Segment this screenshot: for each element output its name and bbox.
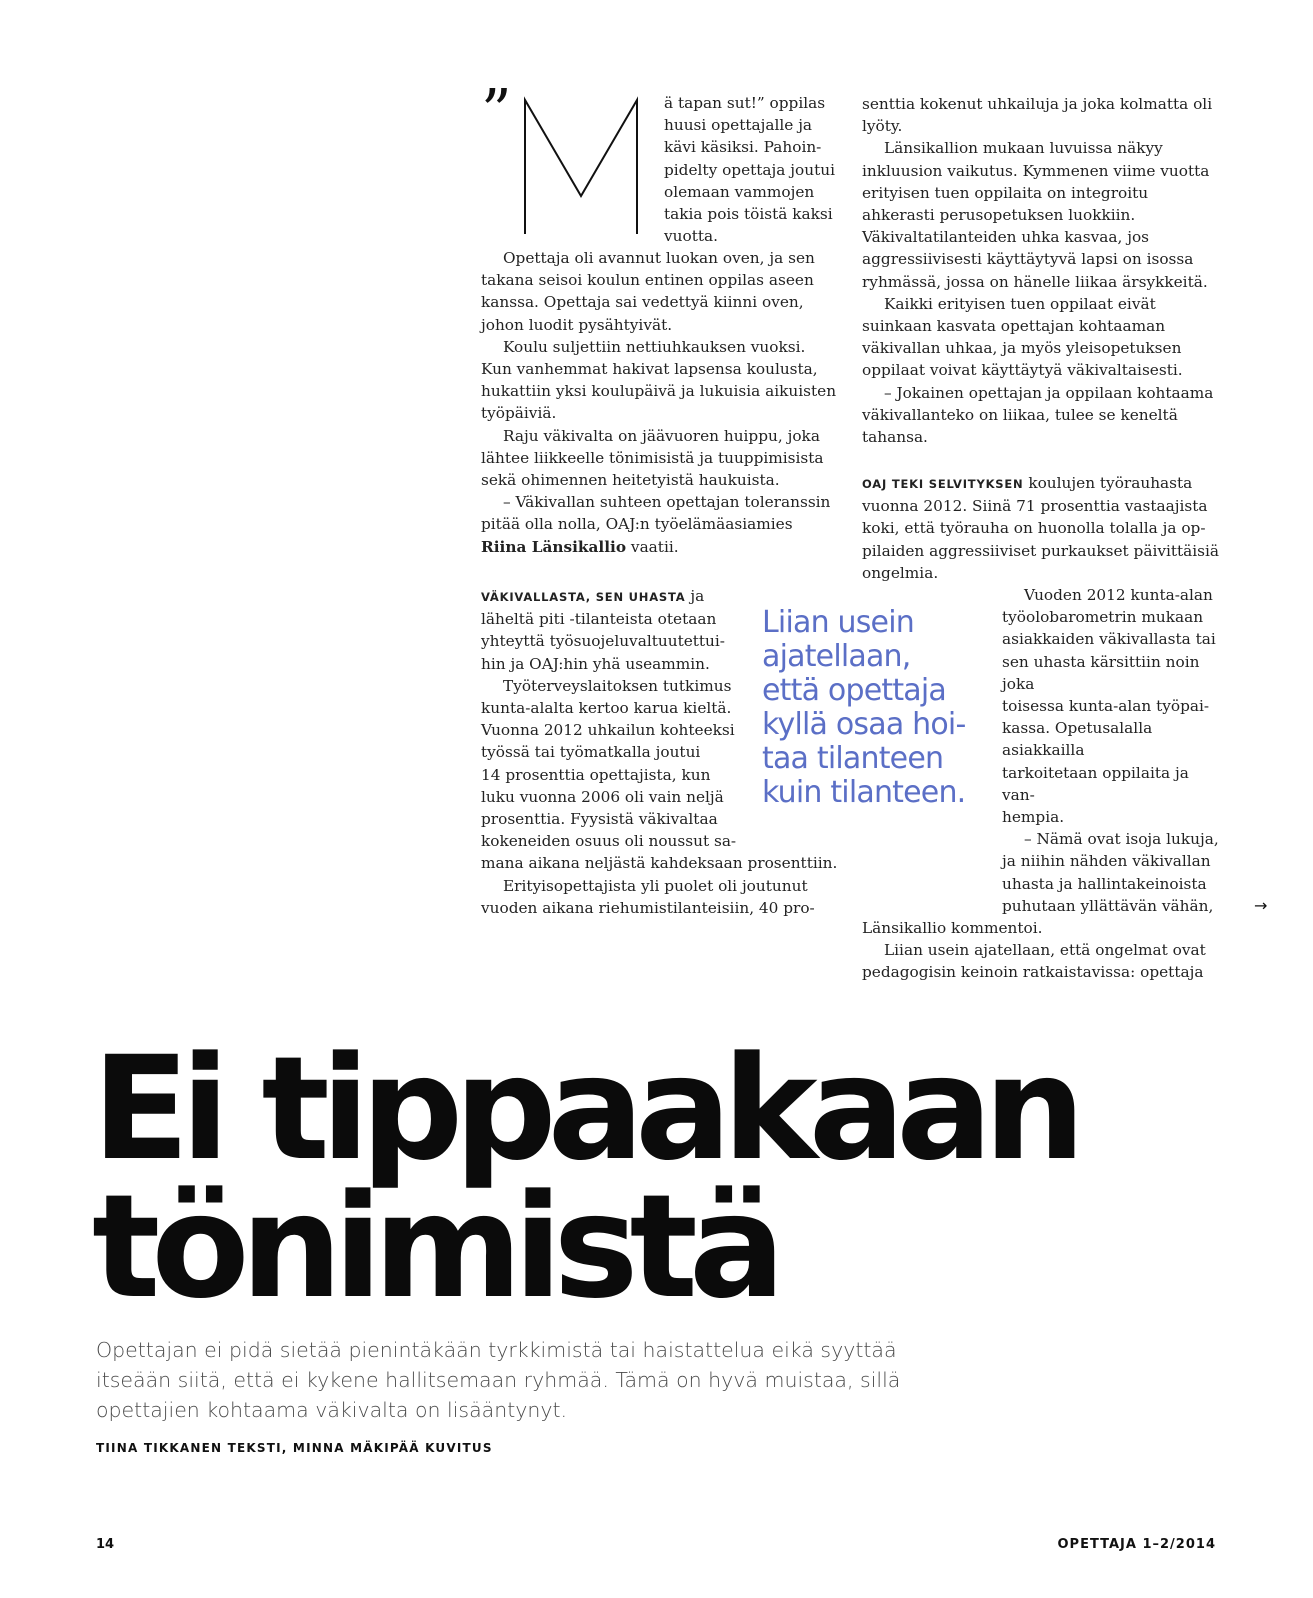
person-name: Riina Länsikallio <box>481 537 627 556</box>
section-lead: VÄKIVALLASTA, SEN UHASTA <box>481 590 686 604</box>
paragraph: Opettaja oli avannut luokan oven, ja sen takana seisoi koulun entinen oppilas aseen kanssa. Opettaja sai vedettyä kiinni oven, johon luodit pysähtyivät. <box>481 249 815 334</box>
drop-line: kävi käsiksi. Pahoin- <box>664 138 822 157</box>
paragraph: Kaikki erityisen tuen oppilaat eivät suinkaan kasvata opettajan kohtaaman väkivallan uhkaa, ja myös yleisopetuksen oppilaat voivat käyttäytyä väkivaltaisesti. <box>862 294 1183 380</box>
pull-quote-line: kuin tilanteen. <box>762 775 966 810</box>
page-number: 14 <box>96 1537 115 1552</box>
drop-line: takia pois töistä kaksi <box>664 205 833 224</box>
pull-quote-line: että opettaja <box>762 673 946 708</box>
intro-text: Opettajan ei pidä sietää pienintäkään tyrkkimistä tai haistattelua eikä syyttää itseään siitä, että ei kykene hallitsemaan ryhmää. Tämä on hyvä muistaa, sillä opettajien kohtaama väkivalta on lisääntynyt. <box>96 1338 901 1422</box>
paragraph: – Väkivallan suhteen opettajan toleranssin pitää olla nolla, OAJ:n työelämäasiamies Riina Länsikallio vaatii. <box>481 493 831 556</box>
paragraph: – Jokainen opettajan ja oppilaan kohtaama väkivallanteko on liikaa, tulee se keneltä tahansa. <box>862 383 1214 447</box>
article-column-1-lower: VÄKIVALLASTA, SEN UHASTA ja läheltä piti -tilanteista otetaan yhteyttä työsuojeluvaltuutettui- hin ja OAJ:hin yhä useammin. Työterveyslaitoksen tutkimus kunta-alalta kertoo karua kieltä. Vuonna 2012 uhkailun kohteeksi työssä tai työmatkalla joutui 14 prosenttia opettajista, kun luku vuonna 2006 oli vain neljä prosenttia. Fyysistä väkivaltaa kokeneiden osuus oli noussut sa- mana aikana neljästä kahdeksaan prosenttiin. Erityisopettajista yli puolet oli joutunut vuoden aikana riehumistilanteisiin, 40 pro- <box>481 587 838 917</box>
paragraph: Koulu suljettiin nettiuhkauksen vuoksi. Kun vanhemmat hakivat lapsensa koulusta, hukattiin yksi koulupäivä ja lukuisia aikuisten työpäiviä. <box>481 337 837 423</box>
drop-line: olemaan vammojen <box>664 182 815 201</box>
drop-line: vuotta. <box>664 227 718 246</box>
paragraph: senttia kokenut uhkailuja ja joka kolmatta oli lyöty. <box>862 95 1213 136</box>
continue-arrow-icon: → <box>1254 896 1268 915</box>
paragraph: Länsikallion mukaan luvuissa näkyy inkluusion vaikutus. Kymmenen viime vuotta erityisen tuen oppilaita on integroitu ahkerasti perusopetuksen luokkiin. Väkivaltatilanteiden uhka kasvaa, jos aggressiivisesti käyttäytyvä lapsi on isossa ryhmässä, jossa on hänelle liikaa ärsykkeitä. <box>862 139 1210 291</box>
headline <box>92 1025 1192 1330</box>
article-column-2 <box>862 93 1222 448</box>
pull-quote-line: taa tilanteen <box>762 741 944 776</box>
drop-line: ä tapan sut!” oppilas <box>664 94 826 112</box>
pull-quote <box>762 606 982 810</box>
magazine-issue: OPETTAJA 1–2/2014 <box>1057 1537 1216 1552</box>
pull-quote-line: kyllä osaa hoi- <box>762 707 966 742</box>
drop-cap-letter-m <box>521 96 641 236</box>
headline-line: tönimistä <box>92 1163 777 1330</box>
drop-cap-text <box>664 92 854 247</box>
pull-quote-line: Liian usein <box>762 605 914 640</box>
article-column-1 <box>481 247 841 558</box>
article-opening <box>481 77 856 246</box>
byline: TIINA TIKKANEN TEKSTI, MINNA MÄKIPÄÄ KUVITUS <box>96 1441 493 1455</box>
pull-quote-line: ajatellaan, <box>762 639 911 674</box>
opening-quote-mark: ” <box>481 77 512 147</box>
article-column-2-lower: OAJ TEKI SELVITYKSEN koulujen työrauhasta vuonna 2012. Siinä 71 prosenttia vastaajista koki, että työrauha on huonolla tolalla ja op- pilaiden aggressiiviset purkaukset päivittäisiä ongelmia. Vuoden 2012 kunta-alan työolobarometrin mukaan asiakkaiden väkivallasta tai sen uhasta kärsittiin noin joka toisessa kunta-alan työpai- kassa. Opetusalalla asiakkailla tarkoitetaan oppilaita ja van- hempia. – Nämä ovat isoja lukuja, ja niihin nähden väkivallan uhasta ja hallintakeinoista puhutaan yllättävän vähän, Länsikallio kommentoi. Liian usein ajatellaan, että ongelmat ovat pedagogisin keinoin ratkaistavissa: opettaja <box>862 474 1220 982</box>
headline-line: Ei tippaakaan <box>92 1025 1077 1192</box>
section-lead: OAJ TEKI SELVITYKSEN <box>862 477 1024 491</box>
paragraph: Raju väkivalta on jäävuoren huippu, joka lähtee liikkeelle tönimisistä ja tuuppimisista sekä ohimennen heitetyistä haukuista. <box>481 426 824 490</box>
drop-line: huusi opettajalle ja <box>664 116 813 135</box>
drop-line: pidelty opettaja joutui <box>664 160 835 179</box>
